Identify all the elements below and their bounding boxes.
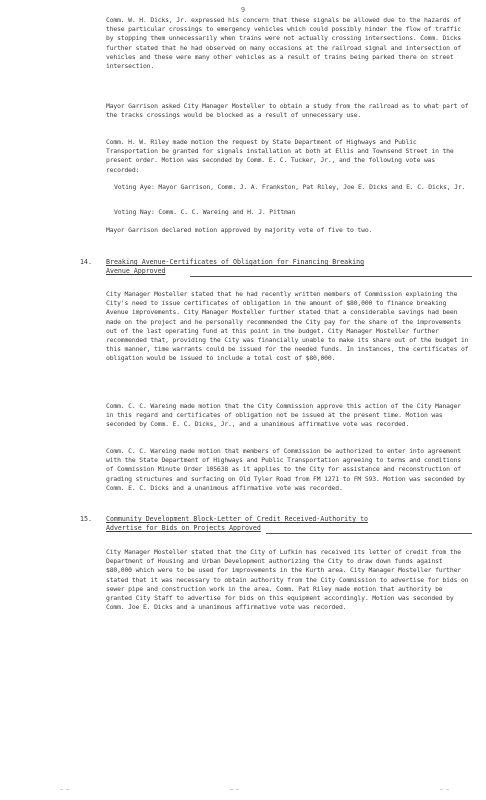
paragraph-mayor-declared: Mayor Garrison declared motion approved by majority vote of five to two.: [106, 226, 373, 234]
item-15-title-line2: Advertise for Bids on Projects Approved: [106, 524, 261, 533]
paragraph-voting-aye: Voting Aye: Mayor Garrison, Comm. J. A. Frankston, Pat Riley, Joe E. Dicks and E. C. Dicks, Jr.: [114, 183, 466, 191]
item-15-number: 15.: [80, 515, 92, 523]
paragraph-wareing-motion-1: Comm. C. C. Wareing made motion that the City Commission approve this action of the City Manager in this regard and certificates of obligation not be issued at the present time. Motion was seconded by Comm. E. C. Dicks, Jr., and a unanimous affirmative vote was recorded.: [106, 402, 461, 429]
paragraph-mayor-study: Mayor Garrison asked City Manager Mosteller to obtain a study from the railroad as to what part of the tracks crossings would be blocked as a result of unnecessary use.: [106, 102, 469, 120]
item-15-title-line1: Community Development Block-Letter of Credit Received-Authority to: [106, 515, 369, 523]
paragraph-wareing-motion-2: Comm. C. C. Wareing made motion that members of Commission be authorized to enter into agreement with the State Department of Highways and Public Transportation agreeing to terms and conditions of Commission Minute Order 105638 as it applies to the City for assistance and reconstruction of grading structures and surfacing on Old Tyler Road from FM 1271 to FM 593. Motion was seconded by Comm. E. C. Dicks and a unanimous affirmative vote was recorded.: [106, 447, 465, 492]
paragraph-dicks-concern: Comm. W. H. Dicks, Jr. expressed his concern that these signals be allowed due to the hazards of these particular crossings to emergency vehicles which could possibly hinder the flow of traffic by stopping them unnecessarily when trains were not actually crossing intersections. Comm. Dicks further stated that he had observed on many occasions at the railroad signal and intersection of vehicles and these were many other vehicles as a result of trains being parked there on street intersection.: [106, 16, 461, 71]
footer-right-mark: — —: [440, 787, 450, 793]
item-15-title: [106, 515, 472, 533]
paragraph-manager-certificates: City Manager Mosteller stated that he had recently written members of Commission explaining the City's need to issue certificates of obligation in the amount of $80,000 to finance breaking Avenue improvements. City Manager Mosteller further stated that a considerable savings had been made on the project and he personally recommended the City pay for the share of the improvements out of the last operating fund at this point in the budget. City Manager Mosteller further recommended that, providing the City was financially unable to make its share out of the budget in this manner, time warrants could be issued for the needed funds. In instances, the certificates of obligation would be issued to include a total cost of $80,000.: [106, 290, 469, 363]
paragraph-block-grant: City Manager Mosteller stated that the City of Lufkin has received its letter of credit from the Department of Housing and Urban Development authorizing the City to draw down funds against $80,000 which were to be used for improvements in the Kurth area. City Manager Mosteller further stated that it was necessary to obtain authority from the City Commission to advertise for bids on sewer pipe and construction work in the area. Comm. Pat Riley made motion that authority be granted City Staff to advertise for bids on this equipment accordingly. Motion was seconded by Comm. Joe E. Dicks and a unanimous affirmative vote was recorded.: [106, 548, 469, 612]
item-15-underline-rule: [266, 533, 472, 534]
item-14-number: 14.: [80, 258, 92, 266]
footer-left-mark: — —: [60, 787, 70, 793]
item-14-title-line2: Avenue Approved: [106, 267, 166, 276]
paragraph-riley-motion: Comm. H. W. Riley made motion the request by State Department of Highways and Public Transportation be granted for signals installation at both at Ellis and Townsend Street in the present order. Motion was seconded by Comm. E. C. Tucker, Jr., and the following vote was recorded:: [106, 138, 454, 174]
item-14-title-line1: Breaking Avenue-Certificates of Obligation for Financing Breaking: [106, 258, 365, 266]
footer-center-mark: — —: [230, 787, 240, 793]
item-14-title: [106, 258, 472, 276]
item-14-underline-rule: [190, 276, 472, 277]
paragraph-voting-nay: Voting Nay: Comm. C. C. Wareing and H. J. Pittman: [114, 208, 296, 216]
page-number: 9: [240, 6, 246, 14]
